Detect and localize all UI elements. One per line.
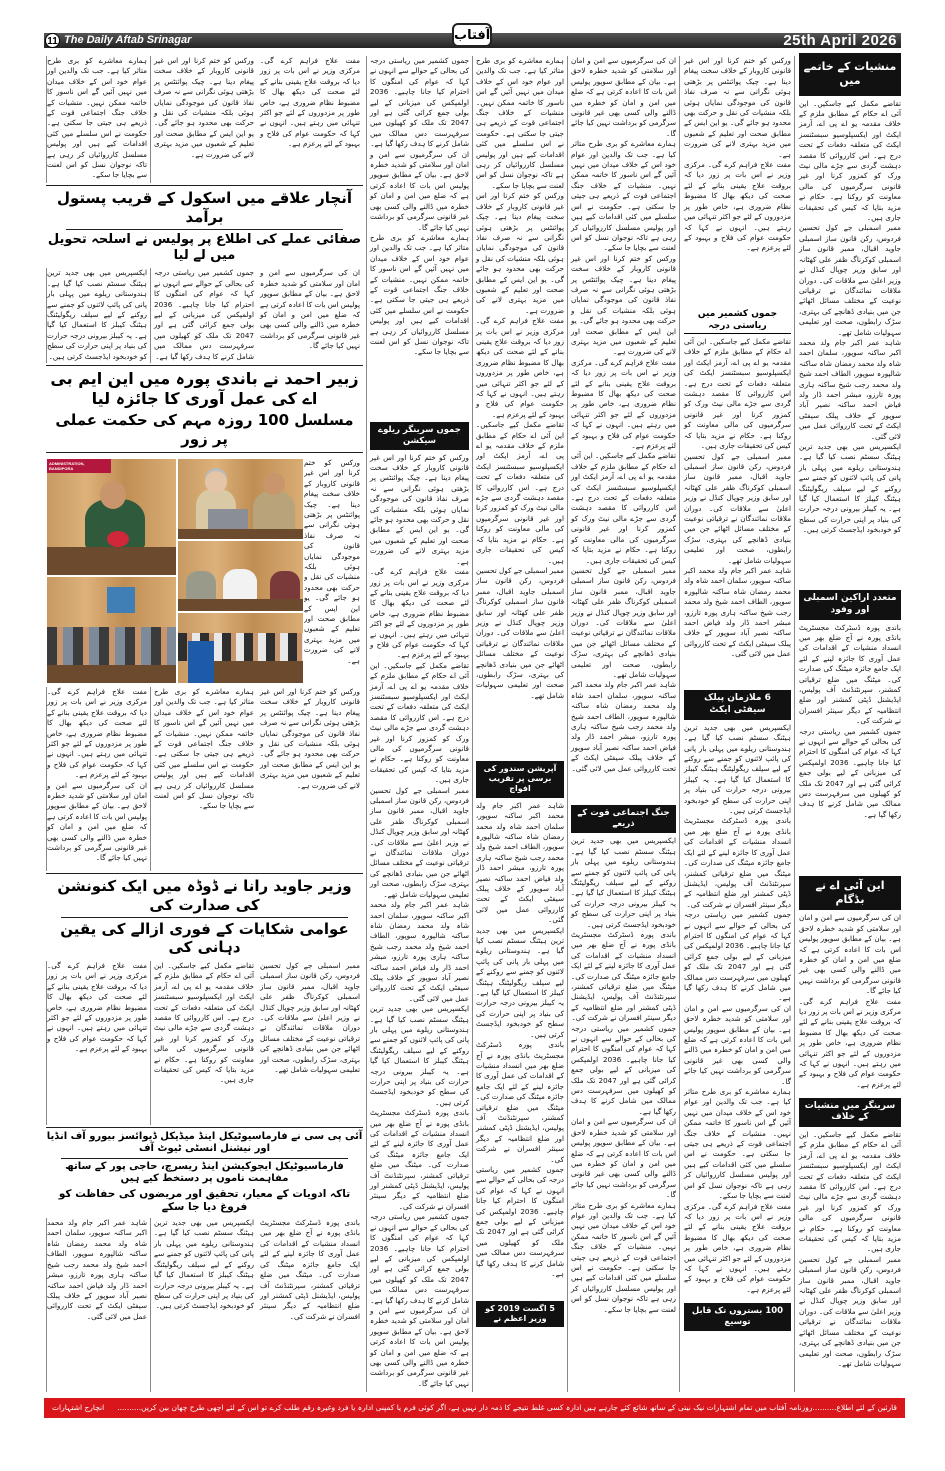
article-paragraph: باندی پورہ ڈسٹرکٹ مجسٹریٹ بانڈی پورہ نے آج ضلع بھر میں انسداد منشیات کے اقدامات کی عمل آوری کا جائزہ لینے کے لئے ایک جامع جائزہ میٹنگ کی صدارت کی۔ میٹنگ میں ضلع ترقیاتی کمشنر، سپرنٹنڈنٹ آف پولیس، ایڈیشنل ڈپٹی کمشنر اور ضلع انتظامیہ کے دیگر سینئر افسران نے شرکت کی۔ bbox=[684, 816, 791, 909]
article-text-column bbox=[150, 1218, 257, 1392]
article-paragraph: مفت علاج فراہم کرے گی۔ مرکزی وزیر نے اس بات پر زور دیا کہ بروقت علاج یقینی بنانے کے لئے صحت کی دیکھ بھال کا مضبوط نظام ضروری ہے، خاص طور پر مزدوروں کے لئے جو اکثر تنہائی میں رہتے ہیں۔ انہوں نے کہا کہ حکومت عوام کی فلاح و بہبود کے لئے پرعزم ہے۔ bbox=[476, 316, 564, 419]
article-text-column bbox=[257, 961, 363, 1125]
article-text-column bbox=[370, 56, 469, 419]
article-text-column bbox=[370, 453, 469, 1392]
article-text-column bbox=[46, 56, 150, 183]
heading-collective-strength: جنگ اجتماعی قوت کے ذریعے bbox=[571, 805, 676, 833]
photo-audience-left bbox=[46, 576, 177, 684]
text-grid bbox=[46, 961, 363, 1125]
news-column-f bbox=[476, 56, 568, 1392]
article-paragraph: ورکس کو ختم کرنا اور اس غیر قانونی کاروبار کے خلاف سخت پیغام دینا ہے۔ چیک پوائنٹس پر بڑھتی ہوئی نگرانی سے نہ صرف نفاذ قانون کی موجودگی نمایاں ہوئی بلکہ منشیات کی نقل و حرکت بھی محدود ہو جائے گی۔ یو این ایس کے مطابق صحت اور تعلیم کے شعبوں میں مزید بہتری لانے کی ضرورت ہے۔ bbox=[476, 191, 564, 315]
left-news-section bbox=[46, 56, 367, 1392]
article-paragraph: شاہد عمر اکبر جام ولد محمد اکبر ساکنہ سوپور، سلمان احمد شاہ ولد محمد رمضان شاہ ساکنہ شالپورہ سوپور، الطاف احمد شیخ ولد محمد رجب شیخ ساکنہ ہاری پورہ تارزو، مبشر احمد ڈار ولد فیاض احمد ساکنہ نصیر آباد سوپور کے خلاف پبلک سیفٹی ایکٹ کے تحت کارروائی عمل میں لائی گئی۔ bbox=[684, 565, 791, 659]
article-paragraph: ورکس کو ختم کرنا اور اس غیر قانونی کاروبار کے خلاف سخت پیغام دینا ہے۔ چیک پوائنٹس پر بڑھتی ہوئی نگرانی سے نہ صرف نفاذ قانون کی موجودگی نمایاں ہوئی بلکہ منشیات کی نقل و حرکت بھی محدود ہو جائے گی۔ یو این ایس کے مطابق صحت اور تعلیم کے شعبوں میں مزید بہتری لانے کی ضرورت ہے۔ bbox=[304, 457, 360, 665]
text-grid bbox=[46, 1218, 363, 1392]
article-paragraph: ہمارے معاشرے کو بری طرح متاثر کیا ہے۔ جب تک والدین اور عوام خود اس کے خلاف میدان میں نہیں آئیں گے اس ناسور کا خاتمہ ممکن نہیں۔ منشیات کے خلاف جنگ اجتماعی قوت کے ذریعے ہی جیتی جا سکتی ہے۔ حکومت نے اس سلسلے میں کئی اقدامات کیے ہیں اور پولیس مسلسل کارروائیاں کر رہی ہے تاکہ نوجوان نسل کو اس لعنت سے بچایا جا سکے۔ bbox=[47, 56, 147, 180]
article-text-column bbox=[571, 56, 676, 802]
meeting-photo-collage bbox=[46, 458, 304, 684]
photo-banner: ADMINISTRATION, BANDIPORA bbox=[47, 459, 111, 473]
subheadline-pistol: صفائی عملے کی اطلاع پر پولیس نے اسلحہ تحویل میں لے لیا bbox=[47, 231, 362, 264]
article-paragraph: مفت علاج فراہم کرے گی۔ مرکزی وزیر نے اس بات پر زور دیا کہ بروقت علاج یقینی بنانے کے لئے صحت کی دیکھ بھال کا مضبوط نظام ضروری ہے، خاص طور پر مزدوروں کے لئے جو اکثر تنہائی میں رہتے ہیں۔ انہوں نے کہا کہ حکومت عوام کی فلاح و بہبود کے لئے پرعزم ہے۔ bbox=[260, 56, 360, 149]
article-paragraph: تقاضے مکمل کیے جاسکیں۔ این آئی اے حکام کے مطابق ملزم کے خلاف مقدمہ یو اے پی اے، آرمز ایکٹ اور ایکسپلوسیو سبسٹنسز ایکٹ کی متعلقہ دفعات کے تحت درج ہے۔ اس کارروائی کا مقصد دہشت گردی سے جڑے مالی نیٹ ورک کو کمزور کرنا اور غیر قانونی سرگرمیوں کی مالی معاونت کو روکنا ہے۔ حکام نے مزید بتایا کہ کیس کی تحقیقات جاری ہیں۔ bbox=[684, 337, 791, 451]
article-paragraph: ہمارے معاشرے کو بری طرح متاثر کیا ہے۔ جب تک والدین اور عوام خود اس کے خلاف میدان میں نہیں آئیں گے اس ناسور کا خاتمہ ممکن نہیں۔ منشیات کے خلاف جنگ اجتماعی قوت کے ذریعے ہی جیتی جا سکتی ہے۔ حکومت نے اس سلسلے میں کئی اقدامات کیے ہیں اور پولیس مسلسل کارروائیاں کر رہی ہے تاکہ نوجوان نسل کو اس لعنت سے بچایا جا سکے۔ bbox=[370, 232, 469, 357]
article-paragraph: ان کی سرگرمیوں سے امن و امان اور سلامتی کو شدید خطرہ لاحق ہے۔ بیان کے مطابق سوپور پولیس اس بات کا اعادہ کرتی ہے کہ ضلع میں امن و امان کو خطرہ میں ڈالنے والی کسی بھی غیر قانونی سرگرمی کو برداشت نہیں کیا جائے گا۔ bbox=[799, 913, 901, 996]
news-column-h bbox=[684, 56, 795, 1392]
article-text-column bbox=[257, 56, 363, 183]
article-text-column bbox=[476, 801, 564, 1298]
article-paragraph: ورکس کو ختم کرنا اور اس غیر قانونی کاروبار کے خلاف سخت پیغام دینا ہے۔ چیک پوائنٹس پر بڑھتی ہوئی نگرانی سے نہ صرف نفاذ قانون کی موجودگی نمایاں ہوئی بلکہ منشیات کی نقل و حرکت بھی محدود ہو جائے گی۔ یو این ایس کے مطابق صحت اور تعلیم کے شعبوں میں مزید بہتری لانے کی ضرورت ہے۔ bbox=[370, 452, 469, 566]
article-paragraph: ورکس کو ختم کرنا اور اس غیر قانونی کاروبار کے خلاف سخت پیغام دینا ہے۔ چیک پوائنٹس پر بڑھتی ہوئی نگرانی سے نہ صرف نفاذ قانون کی موجودگی نمایاں ہوئی بلکہ منشیات کی نقل و حرکت بھی محدود ہو جائے گی۔ یو این ایس کے مطابق صحت اور تعلیم کے شعبوں میں مزید بہتری لانے کی ضرورت ہے۔ bbox=[154, 56, 254, 159]
headline-ipc-mou: آئی پی سی نے فارماسیوٹیکل اینڈ میڈیکل ڈیوائسز بیورو آف انڈیا اور نیشنل انسٹی ٹیوٹ آف bbox=[46, 1130, 363, 1155]
divider bbox=[46, 1127, 363, 1128]
divider bbox=[46, 873, 363, 874]
article-paragraph: شاہد عمر اکبر جام ولد محمد اکبر ساکنہ سوپور، سلمان احمد شاہ ولد محمد رمضان شاہ ساکنہ شالپورہ سوپور، الطاف احمد شیخ ولد محمد رجب شیخ ساکنہ ہاری پورہ تارزو، مبشر احمد ڈار ولد فیاض احمد ساکنہ نصیر آباد سوپور کے خلاف پبلک سیفٹی ایکٹ کے تحت کارروائی عمل میں لائی گئی۔ bbox=[47, 1218, 147, 1321]
article-paragraph: تقاضے مکمل کیے جاسکیں۔ این آئی اے حکام کے مطابق ملزم کے خلاف مقدمہ یو اے پی اے، آرمز ایکٹ اور ایکسپلوسیو سبسٹنسز ایکٹ کی متعلقہ دفعات کے تحت درج ہے۔ اس کارروائی کا مقصد دہشت گردی سے جڑے مالی نیٹ ورک کو کمزور کرنا اور غیر قانونی سرگرمیوں کی مالی معاونت کو روکنا ہے۔ حکام نے مزید بتایا کہ کیس کی تحقیقات جاری ہیں۔ bbox=[799, 98, 901, 223]
divider bbox=[46, 365, 363, 366]
article-paragraph: ورکس کو ختم کرنا اور اس غیر قانونی کاروبار کے خلاف سخت پیغام دینا ہے۔ چیک پوائنٹس پر بڑھتی ہوئی نگرانی سے نہ صرف نفاذ قانون کی موجودگی نمایاں ہوئی بلکہ منشیات کی نقل و حرکت بھی محدود ہو جائے گی۔ یو این ایس کے مطابق صحت اور تعلیم کے شعبوں میں مزید بہتری لانے کی ضرورت ہے۔ bbox=[260, 686, 360, 790]
subheadline-ipc-purpose: تاکہ ادویات کے معیار، تحقیق اور مریضوں کی حفاظت کو فروغ دیا جا سکے bbox=[58, 1187, 351, 1213]
subheadline-100-day-campaign: مسلسل 100 روزہ مہم کی حکمت عملی پر زور bbox=[55, 411, 354, 449]
article-text-column bbox=[476, 56, 564, 758]
article-text-column bbox=[150, 268, 257, 363]
article-paragraph: ان کی سرگرمیوں سے امن و امان اور سلامتی کو شدید خطرہ لاحق ہے۔ بیان کے مطابق سوپور پولیس اس بات کا اعادہ کرتی ہے کہ ضلع میں امن و امان کو خطرہ میں ڈالنے والی کسی بھی غیر قانونی سرگرمی کو برداشت نہیں کیا جائے گا۔ bbox=[571, 56, 676, 138]
article-paragraph: تقاضے مکمل کیے جاسکیں۔ این آئی اے حکام کے مطابق ملزم کے خلاف مقدمہ یو اے پی اے، آرمز ایکٹ اور ایکسپلوسیو سبسٹنسز ایکٹ کی متعلقہ دفعات کے تحت درج ہے۔ اس کارروائی کا مقصد دہشت گردی سے جڑے مالی نیٹ ورک کو کمزور کرنا اور غیر قانونی سرگرمیوں کی مالی معاونت کو روکنا ہے۔ حکام نے مزید بتایا کہ کیس کی تحقیقات جاری ہیں۔ bbox=[154, 961, 254, 1085]
article-text-column bbox=[799, 623, 901, 873]
photo-meeting-participants bbox=[177, 540, 304, 612]
article-paragraph: جموں کشمیر میں ریاستی درجہ کی بحالی کے حوالے سے انہوں نے کہا کہ عوام کی امنگوں کا احترام کیا جانا چاہیے۔ 2036 اولمپکس کی میزبانی کے لیے بولی جمع کرائی گئی ہے اور 2047 تک ملک کو کھیلوں میں سرفہرست دس ممالک میں شامل کرنے کا ہدف رکھا گیا ہے۔ bbox=[370, 1212, 469, 1305]
disclaimer-signoff: انچارج اشتہارات bbox=[52, 1403, 105, 1412]
heading-railway-section: جموں سرینگر ریلوے سیکشن bbox=[370, 422, 469, 450]
article-text-column bbox=[46, 687, 150, 871]
article-paragraph: ہمارے معاشرے کو بری طرح متاثر کیا ہے۔ جب تک والدین اور عوام خود اس کے خلاف میدان میں نہیں آئیں گے اس ناسور کا خاتمہ ممکن نہیں۔ منشیات کے خلاف جنگ اجتماعی قوت کے ذریعے ہی جیتی جا سکتی ہے۔ حکومت نے اس سلسلے میں کئی اقدامات کیے ہیں اور پولیس مسلسل کارروائیاں کر رہی ہے تاکہ نوجوان نسل کو اس لعنت سے بچایا جا سکے۔ bbox=[154, 686, 254, 811]
article-paragraph: مفت علاج فراہم کرے گی۔ مرکزی وزیر نے اس بات پر زور دیا کہ بروقت علاج یقینی بنانے کے لئے صحت کی دیکھ بھال کا مضبوط نظام ضروری ہے، خاص طور پر مزدوروں کے لئے جو اکثر تنہائی میں رہتے ہیں۔ انہوں نے کہا کہ حکومت عوام کی فلاح و بہبود کے لئے پرعزم ہے۔ bbox=[684, 160, 791, 253]
article-paragraph: جموں کشمیر میں ریاستی درجہ کی بحالی کے حوالے سے انہوں نے کہا کہ عوام کی امنگوں کا احترام کیا جانا چاہیے۔ 2036 اولمپکس کی میزبانی کے لیے بولی جمع کرائی گئی ہے اور 2047 تک ملک کو کھیلوں میں سرفہرست دس ممالک میں شامل کرنے کا ہدف رکھا گیا ہے۔ bbox=[154, 268, 254, 361]
article-paragraph: ان کی سرگرمیوں سے امن و امان اور سلامتی کو شدید خطرہ لاحق ہے۔ بیان کے مطابق سوپور پولیس اس بات کا اعادہ کرتی ہے کہ ضلع میں امن و امان کو خطرہ میں ڈالنے والی کسی بھی غیر قانونی سرگرمی کو برداشت نہیں کیا جائے گا۔ bbox=[684, 1003, 791, 1086]
article-paragraph: شاہد عمر اکبر جام ولد محمد اکبر ساکنہ سوپور، سلمان احمد شاہ ولد محمد رمضان شاہ ساکنہ شالپورہ سوپور، الطاف احمد شیخ ولد محمد رجب شیخ ساکنہ ہاری پورہ تارزو، مبشر احمد ڈار ولد فیاض احمد ساکنہ نصیر آباد سوپور کے خلاف پبلک سیفٹی ایکٹ کے تحت کارروائی عمل میں لائی گئی۔ bbox=[571, 680, 676, 773]
article-text-column bbox=[684, 56, 791, 305]
disclaimer-notice: قارئین کے لئے اطلاع..........روزنامہ آفتاب میں تمام اشتہارات نیک نیتی کے ساتھ شائع کئے جارہے ہیں ادارہ کسی غلط نتیجے کا ذمہ دار نہیں ہے، اگر کوئی فرم یا کمپنی ادارہ یا فرد وغیرہ رقم طلب کرے تو اس کے لئے اچھی طرح چھان بین کریں.......... bbox=[117, 1403, 897, 1412]
photo-row bbox=[46, 458, 363, 684]
article-paragraph: جموں کشمیر میں ریاستی درجہ کی بحالی کے حوالے سے انہوں نے کہا کہ عوام کی امنگوں کا احترام کیا جانا چاہیے۔ 2036 اولمپکس کی میزبانی کے لیے بولی جمع کرائی گئی ہے اور 2047 تک ملک کو کھیلوں میں سرفہرست دس ممالک میں شامل کرنے کا ہدف رکھا گیا ہے۔ bbox=[571, 1023, 676, 1116]
headline-pistol-recovered: آنچار علاقے میں اسکول کے قریب پستول برآمد bbox=[57, 189, 352, 227]
article-paragraph: ممبر اسمبلی جے کول تحسین فردوس، رکن قانون ساز اسمبلی جاوید اقبال، ممبر قانون ساز اسمبلی کوکرناگ ظفر علی کھٹانہ اور سابق وزیر چوپال کنڈل نے وزیر اعلیٰ سے ملاقات کی۔ دوران ملاقات نمائندگان نے ترقیاتی نوعیت کے مختلف مسائل اٹھائے جن میں بنیادی ڈھانچے کی بہتری، سڑک رابطوں، صحت اور تعلیمی سہولیات شامل تھے۔ bbox=[799, 223, 901, 337]
heading-mlas-delegations: متعدد اراکین اسمبلی اور وفود bbox=[799, 590, 901, 619]
article-paragraph: تقاضے مکمل کیے جاسکیں۔ این آئی اے حکام کے مطابق ملزم کے خلاف مقدمہ یو اے پی اے، آرمز ایکٹ اور ایکسپلوسیو سبسٹنسز ایکٹ کی متعلقہ دفعات کے تحت درج ہے۔ اس کارروائی کا مقصد دہشت گردی سے جڑے مالی نیٹ ورک کو کمزور کرنا اور غیر قانونی سرگرمیوں کی مالی معاونت کو روکنا ہے۔ حکام نے مزید بتایا کہ کیس کی تحقیقات جاری ہیں۔ bbox=[571, 451, 676, 565]
article-text-column bbox=[476, 1330, 564, 1392]
article-paragraph: شاہد عمر اکبر جام ولد محمد اکبر ساکنہ سوپور، سلمان احمد شاہ ولد محمد رمضان شاہ ساکنہ شالپورہ سوپور، الطاف احمد شیخ ولد محمد رجب شیخ ساکنہ ہاری پورہ تارزو، مبشر احمد ڈار ولد فیاض احمد ساکنہ نصیر آباد سوپور کے خلاف پبلک سیفٹی ایکٹ کے تحت کارروائی عمل میں لائی گئی۔ bbox=[476, 800, 564, 925]
photo-audience-right bbox=[177, 612, 304, 684]
article-paragraph: ان کی سرگرمیوں سے امن و امان اور سلامتی کو شدید خطرہ لاحق ہے۔ بیان کے مطابق سوپور پولیس اس بات کا اعادہ کرتی ہے کہ ضلع میں امن و امان کو خطرہ میں ڈالنے والی کسی بھی غیر قانونی سرگرمی کو برداشت نہیں کیا جائے گا۔ bbox=[370, 1305, 469, 1388]
headline-javed-rana: وزیر جاوید رانا نے ڈوڈہ میں ایک کنونشن کی صدارت کی bbox=[57, 877, 352, 914]
article-paragraph: ورکس کو ختم کرنا اور اس غیر قانونی کاروبار کے خلاف سخت پیغام دینا ہے۔ چیک پوائنٹس پر بڑھتی ہوئی نگرانی سے نہ صرف نفاذ قانون کی موجودگی نمایاں ہوئی بلکہ منشیات کی نقل و حرکت بھی محدود ہو جائے گی۔ یو این ایس کے مطابق صحت اور تعلیم کے شعبوں میں مزید بہتری لانے کی ضرورت ہے۔ bbox=[571, 253, 676, 357]
article-paragraph: ہمارے معاشرے کو بری طرح متاثر کیا ہے۔ جب تک والدین اور عوام خود اس کے خلاف میدان میں نہیں آئیں گے اس ناسور کا خاتمہ ممکن نہیں۔ منشیات کے خلاف جنگ اجتماعی قوت کے ذریعے ہی جیتی جا سکتی ہے۔ حکومت نے اس سلسلے میں کئی اقدامات کیے ہیں اور پولیس مسلسل کارروائیاں کر رہی ہے تاکہ نوجوان نسل کو اس لعنت سے بچایا جا سکے۔ bbox=[571, 139, 676, 253]
article-paragraph: باندی پورہ ڈسٹرکٹ مجسٹریٹ بانڈی پورہ نے آج ضلع بھر میں انسداد منشیات کے اقدامات کی عمل آوری کا جائزہ لینے کے لئے ایک جامع جائزہ میٹنگ کی صدارت کی۔ میٹنگ میں ضلع ترقیاتی کمشنر، سپرنٹنڈنٹ آف پولیس، ایڈیشنل ڈپٹی کمشنر اور ضلع انتظامیہ کے دیگر سینئر افسران نے شرکت کی۔ bbox=[370, 1108, 469, 1211]
paper-name: The Daily Aftab Srinagar bbox=[64, 34, 192, 46]
article-paragraph: ہمارے معاشرے کو بری طرح متاثر کیا ہے۔ جب تک والدین اور عوام خود اس کے خلاف میدان میں نہیں آئیں گے اس ناسور کا خاتمہ ممکن نہیں۔ منشیات کے خلاف جنگ اجتماعی قوت کے ذریعے ہی جیتی جا سکتی ہے۔ حکومت نے اس سلسلے میں کئی اقدامات کیے ہیں اور پولیس مسلسل کارروائیاں کر رہی ہے تاکہ نوجوان نسل کو اس لعنت سے بچایا جا سکے۔ bbox=[684, 1087, 791, 1201]
article-paragraph: ایکسپریس میں بھی جدید ترین ہیٹنگ سسٹم نصب کیا گیا ہے۔ ہندوستانی ریلوے میں پہلی بار پانی کی پائپ لائنوں کو جمنے سے روکنے کے لیے سیلف ریگولیٹنگ ہیٹنگ کیبلز کا استعمال کیا گیا ہے۔ یہ کیبلز بیرونی درجہ حرارت کی بنیاد پر اپنی حرارت کی سطح کو خودبخود ایڈجسٹ کرتی ہیں۔ bbox=[47, 268, 147, 361]
text-grid bbox=[46, 268, 363, 363]
heading-operation-sindoor: آپریشن سندور کی برسی پر تقریب افواج bbox=[476, 761, 564, 798]
article-paragraph: ایکسپریس میں بھی جدید ترین ہیٹنگ سسٹم نصب کیا گیا ہے۔ ہندوستانی ریلوے میں پہلی بار پانی کی پائپ لائنوں کو جمنے سے روکنے کے لیے سیلف ریگولیٹنگ ہیٹنگ کیبلز کا استعمال کیا گیا ہے۔ یہ کیبلز بیرونی درجہ حرارت کی بنیاد پر اپنی حرارت کی سطح کو خودبخود ایڈجسٹ کرتی ہیں۔ bbox=[370, 1004, 469, 1107]
heading-august-2019: 5 اگست 2019 کو وزیر اعظم نے bbox=[476, 1301, 564, 1328]
article-text-column bbox=[257, 268, 363, 363]
article-paragraph: ممبر اسمبلی جے کول تحسین فردوس، رکن قانون ساز اسمبلی جاوید اقبال، ممبر قانون ساز اسمبلی کوکرناگ ظفر علی کھٹانہ اور سابق وزیر چوپال کنڈل نے وزیر اعلیٰ سے ملاقات کی۔ دوران ملاقات نمائندگان نے ترقیاتی نوعیت کے مختلف مسائل اٹھائے جن میں بنیادی ڈھانچے کی بہتری، سڑک رابطوں، صحت اور تعلیمی سہولیات شامل تھے۔ bbox=[799, 1254, 901, 1368]
divider bbox=[46, 185, 363, 186]
article-text-column bbox=[799, 913, 901, 1094]
heading-nia-budgam: این آئی اے نے بڈگام bbox=[799, 876, 901, 911]
article-paragraph: باندی پورہ ڈسٹرکٹ مجسٹریٹ بانڈی پورہ نے آج ضلع بھر میں انسداد منشیات کے اقدامات کی عمل آوری کا جائزہ لینے کے لئے ایک جامع جائزہ میٹنگ کی صدارت کی۔ میٹنگ میں ضلع ترقیاتی کمشنر، سپرنٹنڈنٹ آف پولیس، ایڈیشنل ڈپٹی کمشنر اور ضلع انتظامیہ کے دیگر سینئر افسران نے شرکت کی۔ bbox=[260, 1218, 360, 1321]
article-paragraph: تقاضے مکمل کیے جاسکیں۔ این آئی اے حکام کے مطابق ملزم کے خلاف مقدمہ یو اے پی اے، آرمز ایکٹ اور ایکسپلوسیو سبسٹنسز ایکٹ کی متعلقہ دفعات کے تحت درج ہے۔ اس کارروائی کا مقصد دہشت گردی سے جڑے مالی نیٹ ورک کو کمزور کرنا اور غیر قانونی سرگرمیوں کی مالی معاونت کو روکنا ہے۔ حکام نے مزید بتایا کہ کیس کی تحقیقات جاری ہیں۔ bbox=[799, 1129, 901, 1254]
heading-srinagar-drugs: سرینگر میں منشیات کے خلاف bbox=[799, 1098, 901, 1127]
article-paragraph: مفت علاج فراہم کرے گی۔ مرکزی وزیر نے اس بات پر زور دیا کہ بروقت علاج یقینی بنانے کے لئے صحت کی دیکھ بھال کا مضبوط نظام ضروری ہے، خاص طور پر مزدوروں کے لئے جو اکثر تنہائی میں رہتے ہیں۔ انہوں نے کہا کہ حکومت عوام کی فلاح و بہبود کے لئے پرعزم ہے۔ bbox=[47, 686, 147, 780]
article-paragraph: ان کی سرگرمیوں سے امن و امان اور سلامتی کو شدید خطرہ لاحق ہے۔ بیان کے مطابق سوپور پولیس اس بات کا اعادہ کرتی ہے کہ ضلع میں امن و امان کو خطرہ میں ڈالنے والی کسی بھی غیر قانونی سرگرمی کو برداشت نہیں کیا جائے گا۔ bbox=[571, 1117, 676, 1200]
article-paragraph: باندی پورہ ڈسٹرکٹ مجسٹریٹ بانڈی پورہ نے آج ضلع بھر میں انسداد منشیات کے اقدامات کی عمل آوری کا جائزہ لینے کے لئے ایک جامع جائزہ میٹنگ کی صدارت کی۔ میٹنگ میں ضلع ترقیاتی کمشنر، سپرنٹنڈنٹ آف پولیس، ایڈیشنل ڈپٹی کمشنر اور ضلع انتظامیہ کے دیگر سینئر افسران نے شرکت کی۔ bbox=[799, 622, 901, 726]
subheadline-grievances: عوامی شکایات کے فوری ازالے کی یقین دہانی کی bbox=[60, 919, 349, 957]
heading-psa-employees: 6 ملازمان پبلک سیفٹی ایکٹ bbox=[684, 690, 791, 719]
article-paragraph: ایکسپریس میں بھی جدید ترین ہیٹنگ سسٹم نصب کیا گیا ہے۔ ہندوستانی ریلوے میں پہلی بار پانی کی پائپ لائنوں کو جمنے سے روکنے کے لیے سیلف ریگولیٹنگ ہیٹنگ کیبلز کا استعمال کیا گیا ہے۔ یہ کیبلز بیرونی درجہ حرارت کی بنیاد پر اپنی حرارت کی سطح کو خودبخود ایڈجسٹ کرتی ہیں۔ bbox=[476, 925, 564, 1039]
article-paragraph: ممبر اسمبلی جے کول تحسین فردوس، رکن قانون ساز اسمبلی جاوید اقبال، ممبر قانون ساز اسمبلی کوکرناگ ظفر علی کھٹانہ اور سابق وزیر چوپال کنڈل نے وزیر اعلیٰ سے ملاقات کی۔ دوران ملاقات نمائندگان نے ترقیاتی نوعیت کے مختلف مسائل اٹھائے جن میں بنیادی ڈھانچے کی بہتری، سڑک رابطوں، صحت اور تعلیمی سہولیات شامل تھے۔ bbox=[370, 785, 469, 899]
article-text-column bbox=[684, 337, 791, 687]
article-paragraph: جموں کشمیر میں ریاستی درجہ کی بحالی کے حوالے سے انہوں نے کہا کہ عوام کی امنگوں کا احترام کیا جانا چاہیے۔ 2036 اولمپکس کی میزبانی کے لیے بولی جمع کرائی گئی ہے اور 2047 تک ملک کو کھیلوں میں سرفہرست دس ممالک میں شامل کرنے کا ہدف رکھا گیا ہے۔ bbox=[476, 1164, 564, 1279]
article-paragraph: جموں کشمیر میں ریاستی درجہ کی بحالی کے حوالے سے انہوں نے کہا کہ عوام کی امنگوں کا احترام کیا جانا چاہیے۔ 2036 اولمپکس کی میزبانی کے لیے بولی جمع کرائی گئی ہے اور 2047 تک ملک کو کھیلوں میں سرفہرست دس ممالک میں شامل کرنے کا ہدف رکھا گیا ہے۔ bbox=[799, 726, 901, 819]
article-text-column bbox=[684, 723, 791, 1300]
issue-date: 25th April 2026 bbox=[783, 32, 897, 49]
article-paragraph: ممبر اسمبلی جے کول تحسین فردوس، رکن قانون ساز اسمبلی جاوید اقبال، ممبر قانون ساز اسمبلی کوکرناگ ظفر علی کھٹانہ اور سابق وزیر چوپال کنڈل نے وزیر اعلیٰ سے ملاقات کی۔ دوران ملاقات نمائندگان نے ترقیاتی نوعیت کے مختلف مسائل اٹھائے جن میں بنیادی ڈھانچے کی بہتری، سڑک رابطوں، صحت اور تعلیمی سہولیات شامل تھے۔ bbox=[476, 565, 564, 700]
article-text-column bbox=[571, 836, 676, 1392]
heading-100-beds: 100 بستروں تک قابل توسیع bbox=[684, 1303, 791, 1331]
article-paragraph: تقاضے مکمل کیے جاسکیں۔ این آئی اے حکام کے مطابق ملزم کے خلاف مقدمہ یو اے پی اے، آرمز ایکٹ اور ایکسپلوسیو سبسٹنسز ایکٹ کی متعلقہ دفعات کے تحت درج ہے۔ اس کارروائی کا مقصد دہشت گردی سے جڑے مالی نیٹ ورک کو کمزور کرنا اور غیر قانونی سرگرمیوں کی مالی معاونت کو روکنا ہے۔ حکام نے مزید بتایا کہ کیس کی تحقیقات جاری ہیں۔ bbox=[370, 660, 469, 785]
article-paragraph: شاہد عمر اکبر جام ولد محمد اکبر ساکنہ سوپور، سلمان احمد شاہ ولد محمد رمضان شاہ ساکنہ شالپورہ سوپور، الطاف احمد شیخ ولد محمد رجب شیخ ساکنہ ہاری پورہ تارزو، مبشر احمد ڈار ولد فیاض احمد ساکنہ نصیر آباد سوپور کے خلاف پبلک سیفٹی ایکٹ کے تحت کارروائی عمل میں لائی گئی۔ bbox=[799, 337, 901, 441]
article-paragraph: شاہد عمر اکبر جام ولد محمد اکبر ساکنہ سوپور، سلمان احمد شاہ ولد محمد رمضان شاہ ساکنہ شالپورہ سوپور، الطاف احمد شیخ ولد محمد رجب شیخ ساکنہ ہاری پورہ تارزو، مبشر احمد ڈار ولد فیاض احمد ساکنہ نصیر آباد سوپور کے خلاف پبلک سیفٹی ایکٹ کے تحت کارروائی عمل میں لائی گئی۔ bbox=[370, 900, 469, 1003]
photo-officers-at-laptop bbox=[177, 458, 304, 540]
article-paragraph: مفت علاج فراہم کرے گی۔ مرکزی وزیر نے اس بات پر زور دیا کہ بروقت علاج یقینی بنانے کے لئے صحت کی دیکھ بھال کا مضبوط نظام ضروری ہے، خاص طور پر مزدوروں کے لئے جو اکثر تنہائی میں رہتے ہیں۔ انہوں نے کہا کہ حکومت عوام کی فلاح و بہبود کے لئے پرعزم ہے۔ bbox=[571, 357, 676, 451]
article-text-column bbox=[150, 961, 257, 1125]
text-grid bbox=[46, 687, 363, 871]
article-text-column bbox=[799, 99, 901, 588]
subheadline-ipc-niper: فارماسیوٹیکل ایجوکیشن اینڈ ریسرچ، حاجی پور کے ساتھ مفاہمت ناموں پر دستخط کیے ہیں bbox=[65, 1160, 344, 1185]
article-paragraph: ہمارے معاشرے کو بری طرح متاثر کیا ہے۔ جب تک والدین اور عوام خود اس کے خلاف میدان میں نہیں آئیں گے اس ناسور کا خاتمہ ممکن نہیں۔ منشیات کے خلاف جنگ اجتماعی قوت کے ذریعے ہی جیتی جا سکتی ہے۔ حکومت نے اس سلسلے میں کئی اقدامات کیے ہیں اور پولیس مسلسل کارروائیاں کر رہی ہے تاکہ نوجوان نسل کو اس لعنت سے بچایا جا سکے۔ bbox=[476, 56, 564, 190]
divider bbox=[61, 1158, 348, 1159]
page-number: 11 bbox=[45, 33, 60, 48]
text-grid bbox=[46, 56, 363, 183]
article-text-column bbox=[46, 961, 150, 1125]
article-paragraph: ممبر اسمبلی جے کول تحسین فردوس، رکن قانون ساز اسمبلی جاوید اقبال، ممبر قانون ساز اسمبلی کوکرناگ ظفر علی کھٹانہ اور سابق وزیر چوپال کنڈل نے وزیر اعلیٰ سے ملاقات کی۔ دوران ملاقات نمائندگان نے ترقیاتی نوعیت کے مختلف مسائل اٹھائے جن میں بنیادی ڈھانچے کی بہتری، سڑک رابطوں، صحت اور تعلیمی سہولیات شامل تھے۔ bbox=[684, 451, 791, 565]
article-text-column bbox=[257, 687, 363, 871]
article-paragraph: مفت علاج فراہم کرے گی۔ مرکزی وزیر نے اس بات پر زور دیا کہ بروقت علاج یقینی بنانے کے لئے صحت کی دیکھ بھال کا مضبوط نظام ضروری ہے، خاص طور پر مزدوروں کے لئے جو اکثر تنہائی میں رہتے ہیں۔ انہوں نے کہا کہ حکومت عوام کی فلاح و بہبود کے لئے پرعزم ہے۔ bbox=[47, 961, 147, 1054]
article-paragraph: باندی پورہ ڈسٹرکٹ مجسٹریٹ بانڈی پورہ نے آج ضلع بھر میں انسداد منشیات کے اقدامات کی عمل آوری کا جائزہ لینے کے لئے ایک جامع جائزہ میٹنگ کی صدارت کی۔ میٹنگ میں ضلع ترقیاتی کمشنر، سپرنٹنڈنٹ آف پولیس، ایڈیشنل ڈپٹی کمشنر اور ضلع انتظامیہ کے دیگر سینئر افسران نے شرکت کی۔ bbox=[571, 929, 676, 1023]
article-text-column bbox=[46, 1218, 150, 1392]
article-paragraph: ایکسپریس میں بھی جدید ترین ہیٹنگ سسٹم نصب کیا گیا ہے۔ ہندوستانی ریلوے میں پہلی بار پانی کی پائپ لائنوں کو جمنے سے روکنے کے لیے سیلف ریگولیٹنگ ہیٹنگ کیبلز کا استعمال کیا گیا ہے۔ یہ کیبلز بیرونی درجہ حرارت کی بنیاد پر اپنی حرارت کی سطح کو خودبخود ایڈجسٹ کرتی ہیں۔ bbox=[799, 442, 901, 535]
article-text-column bbox=[304, 458, 363, 684]
headline-zubair-ahmad: زبیر احمد نے باندی پورہ میں این ایم بی اے کی عمل آوری کا جائزہ لیا bbox=[50, 369, 359, 409]
divider bbox=[66, 229, 343, 230]
advertisement-disclaimer-bar bbox=[44, 1398, 905, 1418]
news-column-e bbox=[370, 56, 473, 1392]
article-paragraph: تقاضے مکمل کیے جاسکیں۔ این آئی اے حکام کے مطابق ملزم کے خلاف مقدمہ یو اے پی اے، آرمز ایکٹ اور ایکسپلوسیو سبسٹنسز ایکٹ کی متعلقہ دفعات کے تحت درج ہے۔ اس کارروائی کا مقصد دہشت گردی سے جڑے مالی نیٹ ورک کو کمزور کرنا اور غیر قانونی سرگرمیوں کی مالی معاونت کو روکنا ہے۔ حکام نے مزید بتایا کہ کیس کی تحقیقات جاری ہیں۔ bbox=[476, 420, 564, 565]
heading-drugs-end: منشیات کے خاتمے میں bbox=[799, 53, 901, 96]
heading-statehood: جموں کشمیر میں ریاستی درجہ bbox=[684, 308, 791, 334]
article-paragraph: ہمارے معاشرے کو بری طرح متاثر کیا ہے۔ جب تک والدین اور عوام خود اس کے خلاف میدان میں نہیں آئیں گے اس ناسور کا خاتمہ ممکن نہیں۔ منشیات کے خلاف جنگ اجتماعی قوت کے ذریعے ہی جیتی جا سکتی ہے۔ حکومت نے اس سلسلے میں کئی اقدامات کیے ہیں اور پولیس مسلسل کارروائیاں کر رہی ہے تاکہ نوجوان نسل کو اس لعنت سے بچایا جا سکے۔ bbox=[571, 1200, 676, 1314]
article-text-column bbox=[257, 1218, 363, 1392]
news-column-i bbox=[799, 50, 901, 1392]
newspaper-logo: آفتاب bbox=[452, 23, 492, 47]
article-text-column bbox=[46, 268, 150, 363]
article-paragraph: ان کی سرگرمیوں سے امن و امان اور سلامتی کو شدید خطرہ لاحق ہے۔ بیان کے مطابق سوپور پولیس اس بات کا اعادہ کرتی ہے کہ ضلع میں امن و امان کو خطرہ میں ڈالنے والی کسی بھی غیر قانونی سرگرمی کو برداشت نہیں کیا جائے گا۔ bbox=[370, 149, 469, 232]
divider bbox=[61, 917, 348, 918]
article-paragraph: جموں کشمیر میں ریاستی درجہ کی بحالی کے حوالے سے انہوں نے کہا کہ عوام کی امنگوں کا احترام کیا جانا چاہیے۔ 2036 اولمپکس کی میزبانی کے لیے بولی جمع کرائی گئی ہے اور 2047 تک ملک کو کھیلوں میں سرفہرست دس ممالک میں شامل کرنے کا ہدف رکھا گیا ہے۔ bbox=[684, 910, 791, 1003]
article-text-column bbox=[150, 687, 257, 871]
divider bbox=[46, 452, 363, 453]
article-paragraph: باندی پورہ ڈسٹرکٹ مجسٹریٹ بانڈی پورہ نے آج ضلع بھر میں انسداد منشیات کے اقدامات کی عمل آوری کا جائزہ لینے کے لئے ایک جامع جائزہ میٹنگ کی صدارت کی۔ میٹنگ میں ضلع ترقیاتی کمشنر، سپرنٹنڈنٹ آف پولیس، ایڈیشنل ڈپٹی کمشنر اور ضلع انتظامیہ کے دیگر سینئر افسران نے شرکت کی۔ bbox=[476, 1040, 564, 1164]
news-column-g bbox=[571, 56, 680, 1392]
article-paragraph: جموں کشمیر میں ریاستی درجہ کی بحالی کے حوالے سے انہوں نے کہا کہ عوام کی امنگوں کا احترام کیا جانا چاہیے۔ 2036 اولمپکس کی میزبانی کے لیے بولی جمع کرائی گئی ہے اور 2047 تک ملک کو کھیلوں میں سرفہرست دس ممالک میں شامل کرنے کا ہدف رکھا گیا ہے۔ bbox=[370, 56, 469, 149]
article-paragraph: ایکسپریس میں بھی جدید ترین ہیٹنگ سسٹم نصب کیا گیا ہے۔ ہندوستانی ریلوے میں پہلی بار پانی کی پائپ لائنوں کو جمنے سے روکنے کے لیے سیلف ریگولیٹنگ ہیٹنگ کیبلز کا استعمال کیا گیا ہے۔ یہ کیبلز بیرونی درجہ حرارت کی بنیاد پر اپنی حرارت کی سطح کو خودبخود ایڈجسٹ کرتی ہیں۔ bbox=[571, 836, 676, 929]
article-paragraph: ممبر اسمبلی جے کول تحسین فردوس، رکن قانون ساز اسمبلی جاوید اقبال، ممبر قانون ساز اسمبلی کوکرناگ ظفر علی کھٹانہ اور سابق وزیر چوپال کنڈل نے وزیر اعلیٰ سے ملاقات کی۔ دوران ملاقات نمائندگان نے ترقیاتی نوعیت کے مختلف مسائل اٹھائے جن میں بنیادی ڈھانچے کی بہتری، سڑک رابطوں، صحت اور تعلیمی سہولیات شامل تھے۔ bbox=[571, 565, 676, 679]
article-paragraph: ان کی سرگرمیوں سے امن و امان اور سلامتی کو شدید خطرہ لاحق ہے۔ بیان کے مطابق سوپور پولیس اس بات کا اعادہ کرتی ہے کہ ضلع میں امن و امان کو خطرہ میں ڈالنے والی کسی بھی غیر قانونی سرگرمی کو برداشت نہیں کیا جائے گا۔ bbox=[260, 268, 360, 351]
article-paragraph: ان کی سرگرمیوں سے امن و امان اور سلامتی کو شدید خطرہ لاحق ہے۔ بیان کے مطابق سوپور پولیس اس بات کا اعادہ کرتی ہے کہ ضلع میں امن و امان کو خطرہ میں ڈالنے والی کسی بھی غیر قانونی سرگرمی کو برداشت نہیں کیا جائے گا۔ bbox=[47, 780, 147, 863]
article-text-column bbox=[684, 1334, 791, 1392]
article-text-column bbox=[150, 56, 257, 183]
article-text-column bbox=[799, 1130, 901, 1392]
article-paragraph: مفت علاج فراہم کرے گی۔ مرکزی وزیر نے اس بات پر زور دیا کہ بروقت علاج یقینی بنانے کے لئے صحت کی دیکھ بھال کا مضبوط نظام ضروری ہے، خاص طور پر مزدوروں کے لئے جو اکثر تنہائی میں رہتے ہیں۔ انہوں نے کہا کہ حکومت عوام کی فلاح و بہبود کے لئے پرعزم ہے۔ bbox=[799, 996, 901, 1089]
article-paragraph: مفت علاج فراہم کرے گی۔ مرکزی وزیر نے اس بات پر زور دیا کہ بروقت علاج یقینی بنانے کے لئے صحت کی دیکھ بھال کا مضبوط نظام ضروری ہے، خاص طور پر مزدوروں کے لئے جو اکثر تنہائی میں رہتے ہیں۔ انہوں نے کہا کہ حکومت عوام کی فلاح و بہبود کے لئے پرعزم ہے۔ bbox=[684, 1201, 791, 1294]
article-paragraph: ایکسپریس میں بھی جدید ترین ہیٹنگ سسٹم نصب کیا گیا ہے۔ ہندوستانی ریلوے میں پہلی بار پانی کی پائپ لائنوں کو جمنے سے روکنے کے لیے سیلف ریگولیٹنگ ہیٹنگ کیبلز کا استعمال کیا گیا ہے۔ یہ کیبلز بیرونی درجہ حرارت کی بنیاد پر اپنی حرارت کی سطح کو خودبخود ایڈجسٹ کرتی ہیں۔ bbox=[684, 722, 791, 816]
article-paragraph: ایکسپریس میں بھی جدید ترین ہیٹنگ سسٹم نصب کیا گیا ہے۔ ہندوستانی ریلوے میں پہلی بار پانی کی پائپ لائنوں کو جمنے سے روکنے کے لیے سیلف ریگولیٹنگ ہیٹنگ کیبلز کا استعمال کیا گیا ہے۔ یہ کیبلز بیرونی درجہ حرارت کی بنیاد پر اپنی حرارت کی سطح کو خودبخود ایڈجسٹ کرتی ہیں۔ bbox=[154, 1218, 254, 1311]
article-paragraph: ممبر اسمبلی جے کول تحسین فردوس، رکن قانون ساز اسمبلی جاوید اقبال، ممبر قانون ساز اسمبلی کوکرناگ ظفر علی کھٹانہ اور سابق وزیر چوپال کنڈل نے وزیر اعلیٰ سے ملاقات کی۔ دوران ملاقات نمائندگان نے ترقیاتی نوعیت کے مختلف مسائل اٹھائے جن میں بنیادی ڈھانچے کی بہتری، سڑک رابطوں، صحت اور تعلیمی سہولیات شامل تھے۔ bbox=[260, 961, 360, 1075]
article-paragraph: مفت علاج فراہم کرے گی۔ مرکزی وزیر نے اس بات پر زور دیا کہ بروقت علاج یقینی بنانے کے لئے صحت کی دیکھ بھال کا مضبوط نظام ضروری ہے، خاص طور پر مزدوروں کے لئے جو اکثر تنہائی میں رہتے ہیں۔ انہوں نے کہا کہ حکومت عوام کی فلاح و بہبود کے لئے پرعزم ہے۔ bbox=[370, 567, 469, 660]
article-paragraph: ورکس کو ختم کرنا اور اس غیر قانونی کاروبار کے خلاف سخت پیغام دینا ہے۔ چیک پوائنٹس پر بڑھتی ہوئی نگرانی سے نہ صرف نفاذ قانون کی موجودگی نمایاں ہوئی بلکہ منشیات کی نقل و حرکت بھی محدود ہو جائے گی۔ یو این ایس کے مطابق صحت اور تعلیم کے شعبوں میں مزید بہتری لانے کی ضرورت ہے۔ bbox=[684, 56, 791, 159]
photo-official-at-desk bbox=[46, 458, 177, 576]
